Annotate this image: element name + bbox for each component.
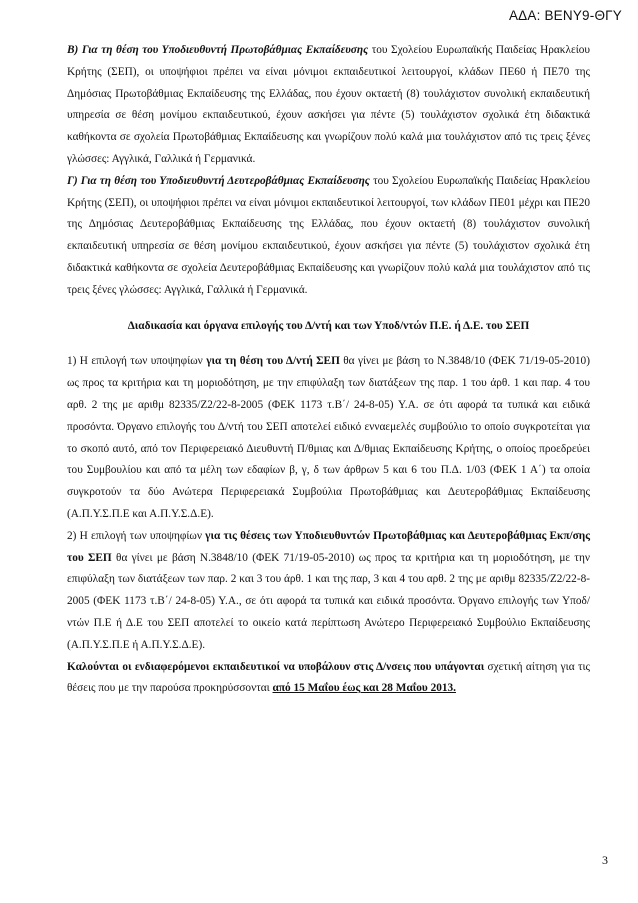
- document-body: [67, 40, 590, 700]
- p1-lead: 1) Η επιλογή των υποψηφίων: [67, 355, 207, 368]
- section-b-text: του Σχολείου Ευρωπαϊκής Παιδείας Ηρακλείου Κρήτης (ΣΕΠ), οι υποψήφιοι πρέπει να είναι μόνιμοι εκπαιδευτικοί λειτουργοί, κλάδων ΠΕ60 ή ΠΕ70 της Δημόσιας Πρωτοβάθμιας Εκπαίδευσης της Ελλάδας, που έχουν οκταετή (8) τουλάχιστον συνολική εκπαιδευτική υπηρεσία σε θέση μονίμου εκπαιδευτικού, έχουν ασκήσει για πέντε (5) τουλάχιστον σχολικά έτη διδακτικά καθήκοντα σε σχολεία Πρωτοβάθμιας Εκπαίδευσης και γνωρίζουν πολύ καλά μια τουλάχιστον από τις τρεις ξένες γλώσσες: Αγγλικά, Γαλλικά ή Γερμανικά.: [67, 44, 590, 165]
- page-number: 3: [602, 853, 608, 867]
- section-b-paragraph: [67, 40, 590, 171]
- p2-text: θα γίνει με βάση Ν.3848/10 (ΦΕΚ 71/19-05-2010) ως προς τα κριτήρια και τη μοριοδότηση, με την επιφύλαξη των διατάξεων των παρ. 2 και 3 του άρθ. 1 και της παρ, 3 και 4 του αρθ. 2 της με αριθμ 82335/Ζ2/22-8-2005 (ΦΕΚ 1173 τ.Β΄/ 24-8-05) Υ.Α., σε ότι αφορά τα τυπικά και ειδικά προσόντα. Όργανο επιλογής των Υποδ/ντών Π.Ε ή Δ.Ε του ΣΕΠ αποτελεί το οικείο κατά περίπτωση Ανώτερο Περιφερειακό Συμβούλιο Εκπαίδευσης (Α.Π.Υ.Σ.Π.Ε ή Α.Π.Υ.Σ.Δ.Ε).: [67, 551, 590, 651]
- section-b-heading: Β) Για τη θέση του Υποδιευθυντή Πρωτοβάθμιας Εκπαίδευσης: [67, 44, 369, 56]
- section-c-paragraph: [67, 171, 590, 302]
- ada-code: ΑΔΑ: ΒΕΝΥ9-ΘΓΥ: [508, 8, 622, 23]
- invitation-paragraph: [67, 657, 590, 701]
- procedure-paragraph-2: [67, 526, 590, 657]
- section-c-text: του Σχολείου Ευρωπαϊκής Παιδείας Ηρακλείου Κρήτης (ΣΕΠ), οι υποψήφιοι πρέπει να είναι μόνιμοι εκπαιδευτικοί λειτουργοί, των κλάδων ΠΕ01 μέχρι και ΠΕ20 της Δημόσιας Δευτεροβάθμιας Εκπαίδευσης της Ελλάδας, που έχουν οκταετή (8) τουλάχιστον συνολική εκπαιδευτική υπηρεσία σε θέση μονίμου εκπαιδευτικού, έχουν ασκήσει για πέντε (5) τουλάχιστον σχολικά έτη διδακτικά καθήκοντα σε σχολεία Δευτεροβάθμιας Εκπαίδευσης και γνωρίζουν πολύ καλά μια τουλάχιστον από τις τρεις ξένες γλώσσες: Αγγλικά, Γαλλικά ή Γερμανικά.: [67, 174, 591, 296]
- p1-text: θα γίνει με βάση το Ν.3848/10 (ΦΕΚ 71/19-05-2010) ως προς τα κριτήρια και τη μοριοδότηση, με την επιφύλαξη των διατάξεων της παρ. 1 του άρθ. 1 και παρ. 4 του αρθ. 2 της με αριθμ 82335/Ζ2/22-8-2005 (ΦΕΚ 1173 τ.Β΄/ 24-8-05) Υ.Α. σε ότι αφορά τα τυπικά και ειδικά προσόντα. Όργανο επιλογής του Δ/ντή του ΣΕΠ αποτελεί ειδικό ενναεμελές συμβούλιο το οποίο συγκροτείται για το σκοπό αυτό, από τον Περιφερειακό Διευθυντή Π/θμιας και Δ/θμιας Εκπαίδευσης Κρήτης, ο οποίος προεδρεύει του Συμβουλίου και από τα μέλη των εδαφίων β, γ, δ των άρθρων 5 και 6 του Π.Δ. 1/03 (ΦΕΚ 1 Α΄) τα οποία συγκροτούν τα δύο Ανώτερα Περιφερειακά Συμβούλια Πρωτοβάθμιας και Δευτεροβάθμιας Εκπαίδευσης (Α.Π.Υ.Σ.Π.Ε και Α.Π.Υ.Σ.Δ.Ε).: [67, 355, 590, 520]
- p2-bold: για τις θέσεις των Υποδιευθυντών Πρωτοβάθμιας και Δευτεροβάθμιας Εκπ/σης του ΣΕΠ: [67, 529, 590, 564]
- section-c-heading: Γ) Για τη θέση του Υποδιευθυντή Δευτεροβάθμιας Εκπαίδευσης: [67, 174, 370, 187]
- procedure-paragraph-1: [67, 351, 590, 525]
- deadline-text: από 15 Μαΐου έως και 28 Μαΐου 2013.: [272, 682, 457, 695]
- procedure-title: [67, 316, 590, 338]
- procedure-title-text: Διαδικασία και όργανα επιλογής του Δ/ντή και των Υποδ/ντών Π.Ε. ή Δ.Ε. του ΣΕΠ: [127, 319, 530, 332]
- invitation-text: σχετική αίτηση για τις θέσεις που με την παρούσα προκηρύσσονται: [67, 660, 591, 695]
- invitation-bold: Καλούνται οι ενδιαφερόμενοι εκπαιδευτικοί να υποβάλουν στις Δ/νσεις που υπάγονται: [67, 660, 485, 673]
- p2-lead: 2) Η επιλογή των υποψηφίων: [67, 529, 206, 542]
- p1-bold: για τη θέση του Δ/ντή ΣΕΠ: [206, 355, 340, 368]
